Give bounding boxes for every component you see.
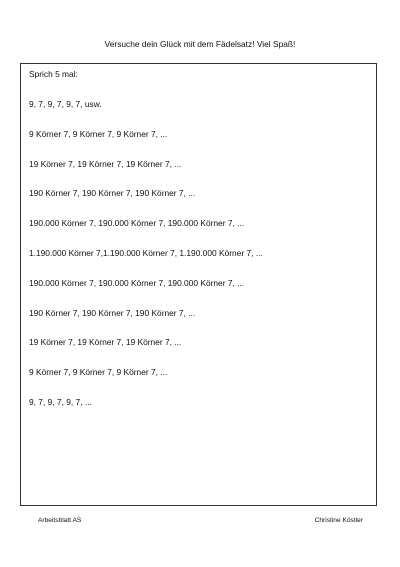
tongue-twister-line: 19 Körner 7, 19 Körner 7, 19 Körner 7, ... [29,337,182,348]
tongue-twister-line: 9, 7, 9, 7, 9, 7, ... [29,396,92,407]
tongue-twister-line: 9 Körner 7, 9 Körner 7, 9 Körner 7, ... [29,367,168,378]
tongue-twister-line: 1.190.000 Körner 7,1.190.000 Körner 7, 1.190.000 Körner 7, ... [29,247,263,258]
tongue-twister-line: 190 Körner 7, 190 Körner 7, 190 Körner 7, ... [29,307,196,318]
page-title: Versuche dein Glück mit dem Fädelsatz! Viel Spaß! [104,39,296,49]
tongue-twister-list [29,98,263,426]
tongue-twister-line: 190.000 Körner 7, 190.000 Körner 7, 190.000 Körner 7, ... [29,218,245,229]
tongue-twister-line: 19 Körner 7, 19 Körner 7, 19 Körner 7, ... [29,158,182,169]
footer-worksheet-label: Arbeitsblatt AS [38,517,82,524]
tongue-twister-line: 190 Körner 7, 190 Körner 7, 190 Körner 7, ... [29,188,196,199]
exercise-heading: Sprich 5 mal: [29,69,78,79]
tongue-twister-line: 190.000 Körner 7, 190.000 Körner 7, 190.000 Körner 7, ... [29,277,245,288]
tongue-twister-line: 9 Körner 7, 9 Körner 7, 9 Körner 7, ... [29,128,168,139]
tongue-twister-line: 9, 7, 9, 7, 9, 7, usw. [29,99,102,109]
exercise-box [20,63,377,506]
footer-author: Christine Köstler [314,517,363,524]
